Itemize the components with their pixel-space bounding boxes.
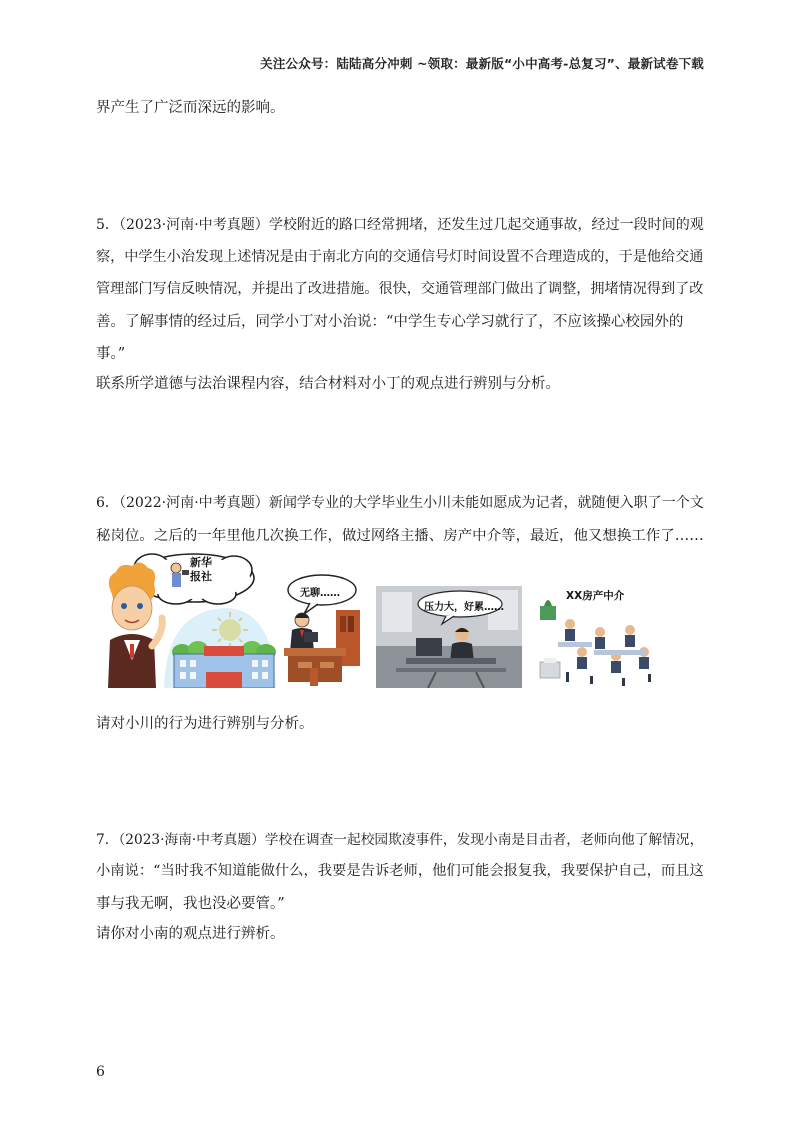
bubble-stressed: 压力大，好累……: [424, 602, 504, 613]
q6-line-1: 6．（2022·河南·中考真题）新闻学专业的大学毕业生小川未能如愿成为记者，就随便入职了一个文: [96, 495, 704, 511]
illustration-panel-agency: [536, 586, 660, 688]
illustration-panel-streamer: [376, 586, 522, 688]
illustration-panel-dream: [94, 548, 276, 688]
q5-question: 联系所学道德与法治课程内容，结合材料对小丁的观点进行辨别与分析。: [96, 376, 560, 392]
q7-line-2: 小南说：“当时我不知道能做什么，我要是告诉老师，他们可能会报复我，我要保护自己，而且这: [96, 863, 704, 879]
illustration-panel-office: [280, 572, 362, 688]
q7-line-3: 事与我无啊，我也没必要管。”: [96, 896, 285, 912]
q5-line-1: 5．（2023·河南·中考真题）学校附近的路口经常拥堵，还发生过几起交通事故，经过一段时间的观: [96, 217, 704, 233]
q6-line-2: 秘岗位。之后的一年里他几次换工作，做过网络主播、房产中介等，最近，他又想换工作了……: [96, 528, 704, 544]
bubble-bored: 无聊……: [300, 588, 340, 599]
q7-line-1: 7．（2023·海南·中考真题）学校在调查一起校园欺凌事件，发现小南是目击者，老师向他了解情况，: [96, 832, 704, 848]
dream-scene-icon: [94, 548, 276, 688]
q5-line-4: 善。了解事情的经过后，同学小丁对小治说：“中学生专心学习就行了，不应该操心校园外的: [96, 314, 684, 330]
agency-label: XX房产中介: [566, 590, 625, 602]
q7-question: 请你对小南的观点进行辨析。: [96, 926, 285, 942]
q5-line-2: 察，中学生小治发现上述情况是由于南北方向的交通信号灯时间设置不合理造成的，于是他给交通: [96, 249, 704, 265]
page-header: 关注公众号：陆陆高分冲刺 ~领取：最新版“小中高考-总复习”、最新试卷下载: [260, 56, 704, 71]
top-fragment: 界产生了广泛而深远的影响。: [96, 100, 285, 116]
bubble-newspaper-line1: 新华: [190, 556, 212, 569]
q5-line-5: 事。”: [96, 346, 126, 362]
page-number: 6: [96, 1064, 105, 1080]
q6-question: 请对小川的行为进行辨别与分析。: [96, 716, 314, 732]
q5-line-3: 管理部门写信反映情况，并提出了改进措施。很快，交通管理部门做出了调整，拥堵情况得到了改: [96, 281, 704, 297]
bubble-newspaper-line2: 报社: [190, 570, 212, 583]
